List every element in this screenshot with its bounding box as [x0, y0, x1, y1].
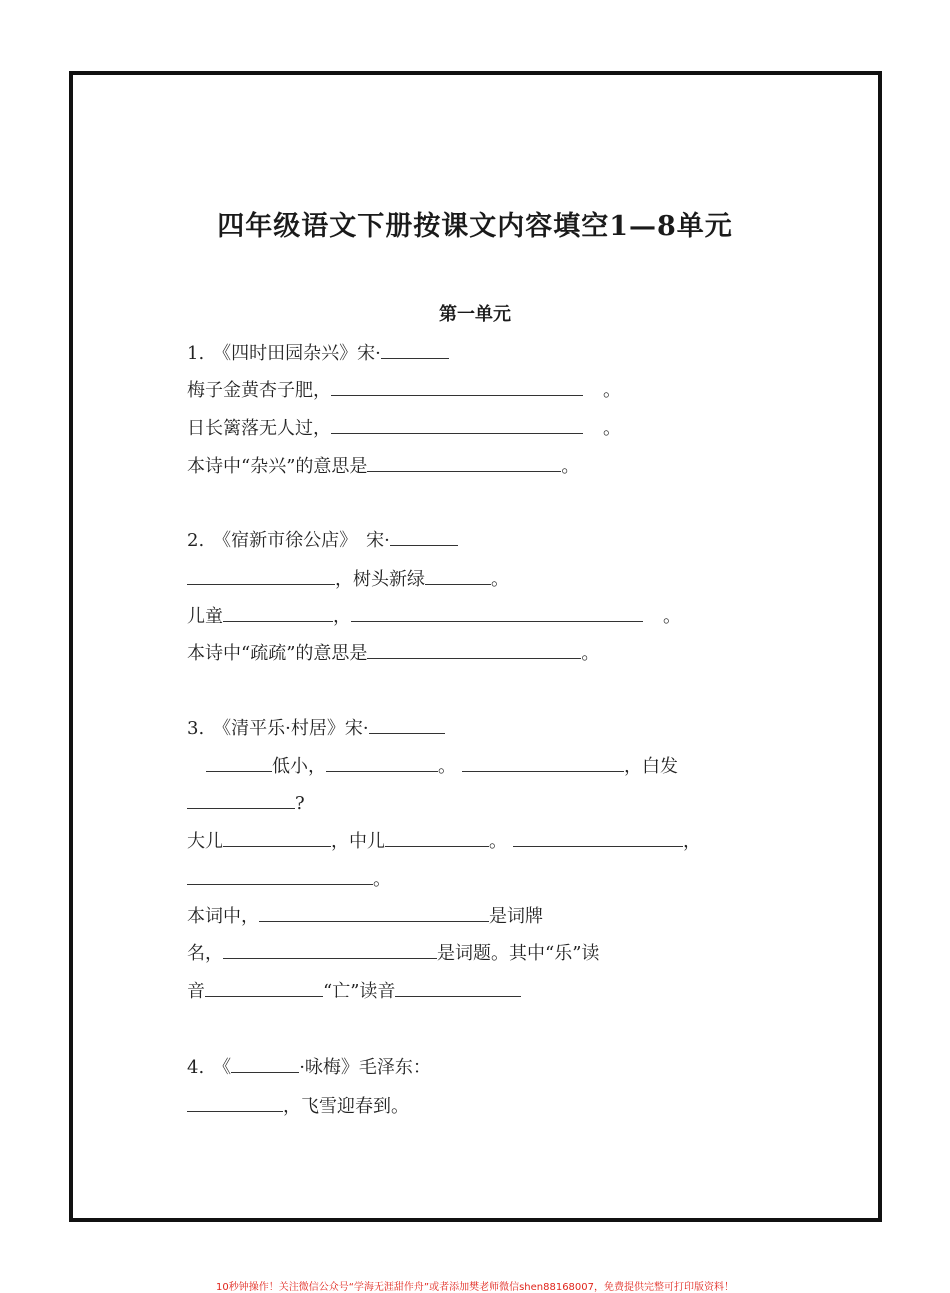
q4-header: 4. 《 ·咏梅》毛泽东：	[187, 1054, 431, 1080]
q2-meaning-blank[interactable]	[367, 640, 581, 659]
q4-line1-blank[interactable]	[187, 1093, 283, 1112]
q3-line1: 低小， 。 ，白发	[206, 753, 678, 779]
footer-note: 10秒钟操作！关注微信公众号“学海无涯甜作舟”或者添加樊老师微信shen88168007，免费提供完整可打印版资料！	[215, 1282, 735, 1293]
q1-meaning-blank[interactable]	[367, 453, 561, 472]
document-title: 四年级语文下册按课文内容填空1—8单元	[217, 211, 733, 242]
q2-line2: 儿童 ， 。	[187, 603, 681, 629]
q3-line6: 名， 是词题。其中“乐”读	[187, 940, 599, 966]
q3-le-pronunciation-blank[interactable]	[205, 978, 323, 997]
q2-header: 2. 《宿新市徐公店》 宋·	[187, 527, 458, 553]
q3-line2: ?	[187, 790, 305, 816]
q3-cipai-blank[interactable]	[259, 903, 489, 922]
q3-wang-pronunciation-blank[interactable]	[395, 978, 521, 997]
q3-line1-blank-a[interactable]	[206, 753, 272, 772]
unit-heading: 第一单元	[439, 304, 511, 325]
q4-line1: ，飞雪迎春到。	[187, 1093, 409, 1119]
q2-line1: ，树头新绿 。	[187, 566, 509, 592]
q1-line1: 梅子金黄杏子肥， 。	[187, 377, 621, 403]
q3-citi-blank[interactable]	[223, 940, 437, 959]
q3-line3-blank-c[interactable]	[513, 828, 683, 847]
q3-line7: 音 “亡”读音	[187, 978, 521, 1004]
q3-line5: 本词中， 是词牌	[187, 903, 543, 929]
q2-line2-blank-a[interactable]	[223, 603, 333, 622]
q3-line4: 。	[187, 866, 391, 892]
q2-line2-blank-b[interactable]	[351, 603, 643, 622]
q3-line3-blank-a[interactable]	[223, 828, 331, 847]
q4-cipai-blank[interactable]	[231, 1054, 299, 1073]
q1-line1-blank[interactable]	[331, 377, 583, 396]
q1-author-blank[interactable]	[381, 340, 449, 359]
q3-line2-blank[interactable]	[187, 790, 295, 809]
q3-header: 3. 《清平乐·村居》宋·	[187, 715, 445, 741]
q2-line3: 本诗中“疏疏”的意思是 。	[187, 640, 599, 666]
q3-author-blank[interactable]	[369, 715, 445, 734]
q1-header: 1. 《四时田园杂兴》宋·	[187, 340, 449, 366]
q2-line1-blank-a[interactable]	[187, 566, 335, 585]
q3-line1-blank-c[interactable]	[462, 753, 624, 772]
q1-line2: 日长篱落无人过， 。	[187, 415, 621, 441]
q3-line3: 大儿 ，中儿 。 ，	[187, 828, 701, 854]
q1-line3: 本诗中“杂兴”的意思是 。	[187, 453, 579, 479]
q3-line1-blank-b[interactable]	[326, 753, 438, 772]
q1-line2-blank[interactable]	[331, 415, 583, 434]
q3-line4-blank[interactable]	[187, 866, 373, 885]
q2-author-blank[interactable]	[390, 527, 458, 546]
q2-line1-blank-b[interactable]	[425, 566, 491, 585]
q3-line3-blank-b[interactable]	[385, 828, 489, 847]
